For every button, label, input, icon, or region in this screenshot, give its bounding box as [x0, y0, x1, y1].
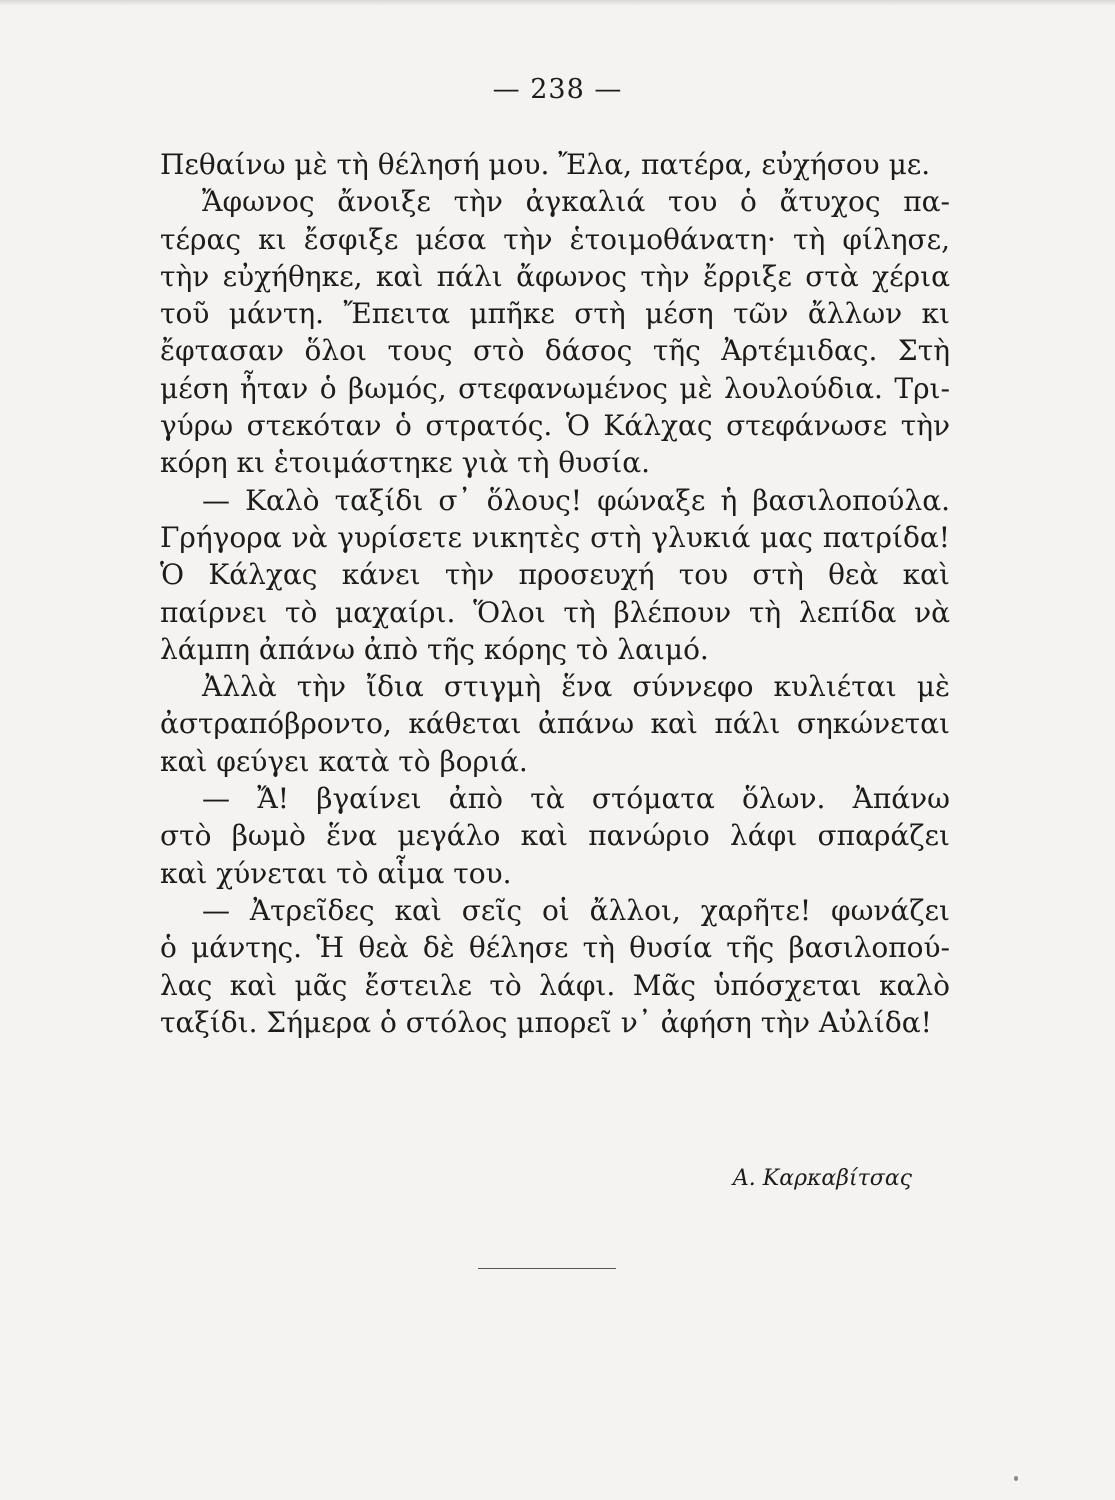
text-line: — Καλὸ ταξίδι σ᾽ ὅλους! φώναξε ἡ βασιλοπούλα. — [202, 483, 950, 517]
page-top-edge — [0, 0, 1115, 6]
page-number: — 238 — — [492, 74, 623, 105]
text-line: μέση ἦταν ὁ βωμός, στεφανωμένος μὲ λουλούδια. Τρι- — [160, 371, 950, 405]
text-line: Ὁ Κάλχας κάνει τὴν προσευχή του στὴ θεὰ καὶ — [160, 558, 950, 592]
text-line: παίρνει τὸ μαχαίρι. Ὅλοι τὴ βλέπουν τὴ λεπίδα νὰ — [160, 595, 950, 629]
text-line: κόρη κι ἑτοιμάστηκε γιὰ τὴ θυσία. — [160, 446, 651, 480]
text-line: τοῦ μάντη. Ἔπειτα μπῆκε στὴ μέση τῶν ἄλλων κι — [160, 297, 950, 331]
text-line: Πεθαίνω μὲ τὴ θέλησή μου. Ἔλα, πατέρα, εὐχήσου με. — [160, 148, 931, 181]
text-line: ταξίδι. Σήμερα ὁ στόλος μπορεῖ ν᾽ ἀφήση τὴν Αὐλίδα! — [160, 1005, 932, 1039]
text-line: καὶ χύνεται τὸ αἷμα του. — [160, 856, 512, 890]
text-body — [160, 146, 950, 1041]
text-line: Ἄφωνος ἄνοιξε τὴν ἀγκαλιά του ὁ ἄτυχος πα- — [202, 185, 950, 219]
text-line: στὸ βωμὸ ἕνα μεγάλο καὶ πανώριο λάφι σπαράζει — [160, 819, 950, 853]
text-line: Γρήγορα νὰ γυρίσετε νικητὲς στὴ γλυκιά μας πατρίδα! — [160, 520, 950, 554]
text-line: — Ἀτρεῖδες καὶ σεῖς οἱ ἄλλοι, χαρῆτε! φωνάζει — [202, 893, 950, 927]
text-line: ἔφτασαν ὅλοι τους στὸ δάσος τῆς Ἀρτέμιδας. Στὴ — [160, 334, 950, 368]
text-line: καὶ φεύγει κατὰ τὸ βοριά. — [160, 744, 528, 778]
text-line: ὁ μάντης. Ἡ θεὰ δὲ θέλησε τὴ θυσία τῆς βασιλοπού- — [160, 931, 950, 965]
text-line: λας καὶ μᾶς ἔστειλε τὸ λάφι. Μᾶς ὑπόσχεται καλὸ — [160, 968, 950, 1002]
paper-speck — [1014, 1476, 1018, 1481]
text-line: — Ἄ! βγαίνει ἀπὸ τὰ στόματα ὅλων. Ἀπάνω — [202, 782, 950, 816]
text-line: τέρας κι ἔσφιξε μέσα τὴν ἑτοιμοθάνατη· τὴ φίλησε, — [160, 222, 950, 256]
text-line: ἀστραπόβροντο, κάθεται ἀπάνω καὶ πάλι σηκώνεται — [160, 707, 950, 741]
end-rule — [478, 1268, 616, 1269]
author-signature: Α. Καρκαβίτσας — [732, 1166, 912, 1191]
text-line: λάμπη ἀπάνω ἀπὸ τῆς κόρης τὸ λαιμό. — [160, 632, 709, 666]
text-line: τὴν εὐχήθηκε, καὶ πάλι ἄφωνος τὴν ἔρριξε στὰ χέρια — [160, 259, 950, 293]
text-line: Ἀλλὰ τὴν ἴδια στιγμὴ ἕνα σύννεφο κυλιέται μὲ — [202, 670, 950, 704]
text-line: γύρω στεκόταν ὁ στρατός. Ὁ Κάλχας στεφάνωσε τὴν — [160, 409, 950, 443]
